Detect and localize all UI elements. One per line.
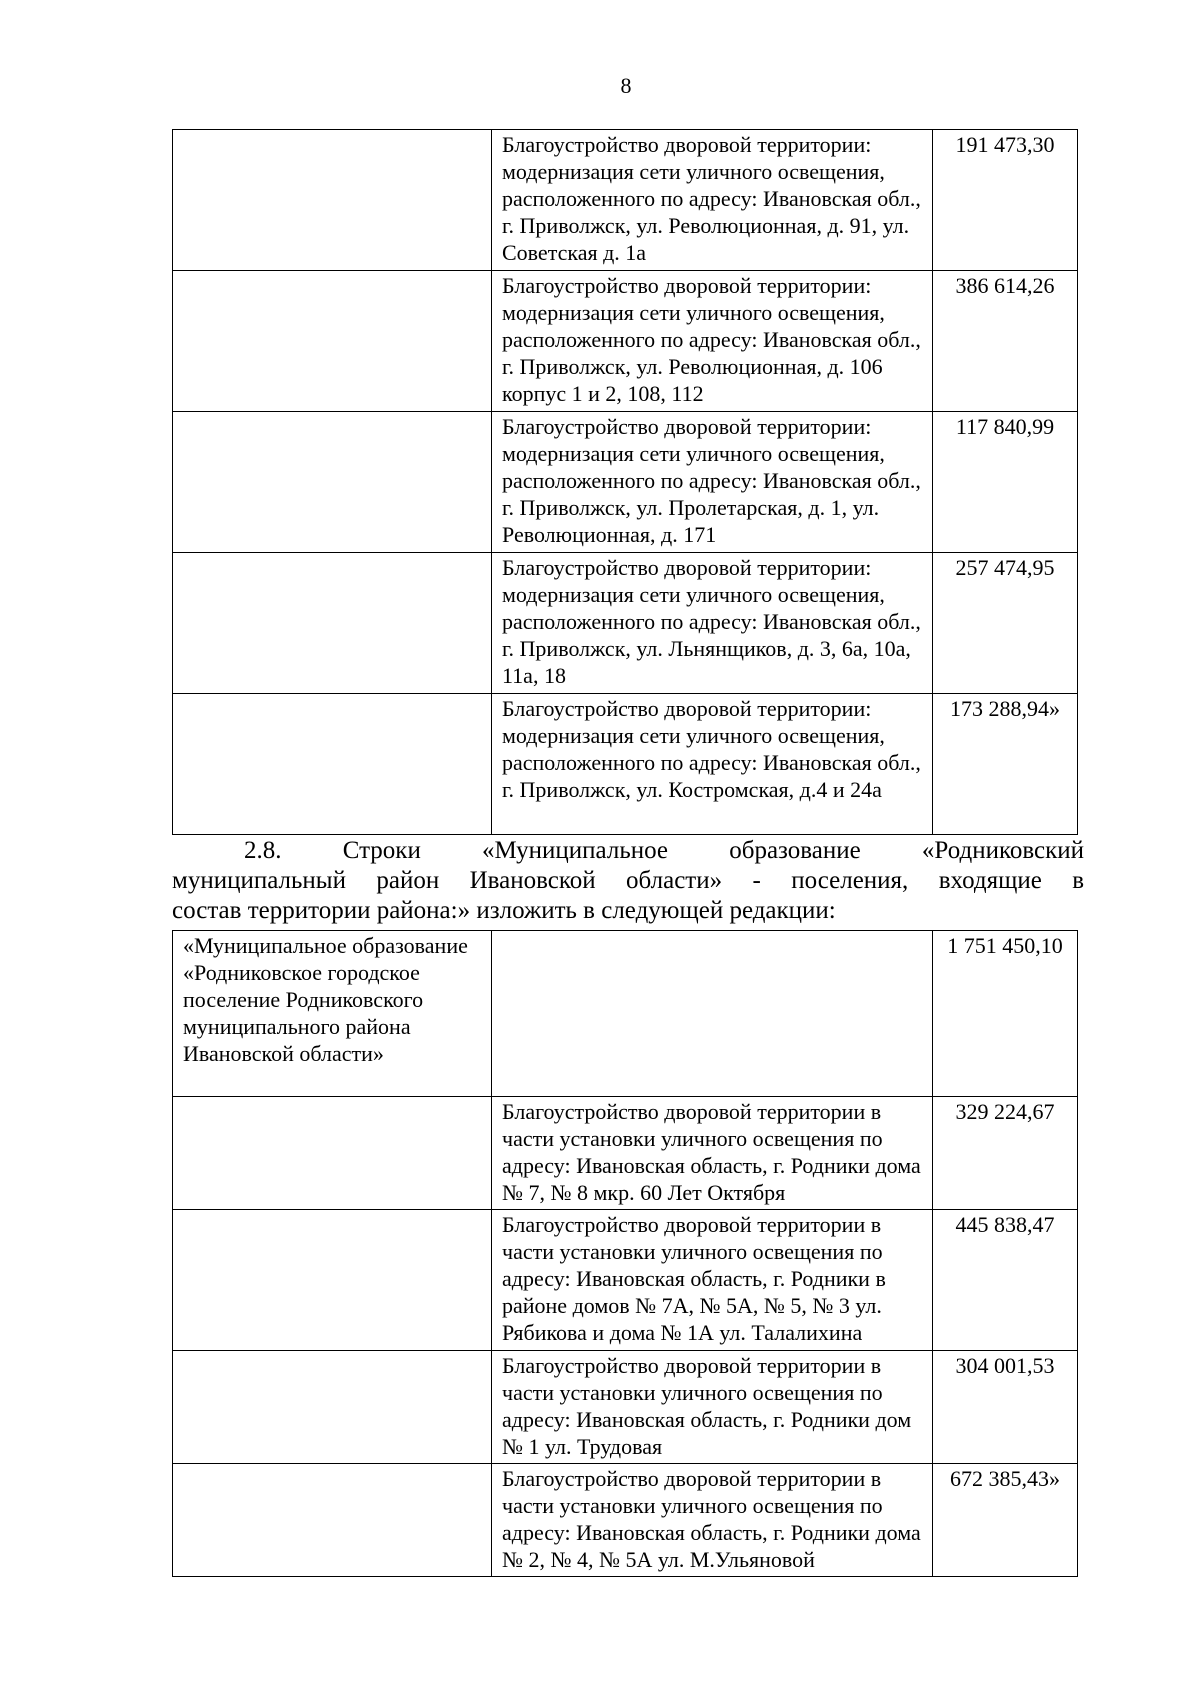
table-cell-description: Благоустройство дворовой территории в части установки уличного освещения по адресу: Ивановская область, г. Родники дома № 2, № 4, № 5А ул. М.Ульяновой xyxy=(492,1464,933,1577)
table-cell-description: Благоустройство дворовой территории: модернизация сети уличного освещения, расположенного по адресу: Ивановская обл., г. Приволжск, ул. Революционная, д. 91, ул. Советская д. 1а xyxy=(492,130,933,271)
table-cell-amount: 257 474,95 xyxy=(933,553,1078,694)
table-row xyxy=(173,1464,1078,1577)
table-cell-municipality xyxy=(173,130,492,271)
table-cell-municipality xyxy=(173,694,492,835)
table-cell-amount: 304 001,53 xyxy=(933,1351,1078,1464)
paragraph-line: 2.8. Строки «Муниципальное образование «Родниковский xyxy=(244,837,1084,864)
table-cell-municipality xyxy=(173,1351,492,1464)
table-cell-description xyxy=(492,931,933,1097)
table-row xyxy=(173,553,1078,694)
table-cell-municipality: «Муниципальное образование «Родниковское городское поселение Родниковского муниципального района Ивановской области» xyxy=(173,931,492,1097)
table-row xyxy=(173,1097,1078,1210)
page-number: 8 xyxy=(620,73,632,98)
table-cell-description: Благоустройство дворовой территории: модернизация сети уличного освещения, расположенного по адресу: Ивановская обл., г. Приволжск, ул. Революционная, д. 106 корпус 1 и 2, 108, 112 xyxy=(492,271,933,412)
table-cell-municipality xyxy=(173,1210,492,1351)
table-cell-amount: 329 224,67 xyxy=(933,1097,1078,1210)
table-cell-description: Благоустройство дворовой территории в части установки уличного освещения по адресу: Ивановская область, г. Родники дом № 1 ул. Трудовая xyxy=(492,1351,933,1464)
table-row xyxy=(173,931,1078,1097)
table-cell-amount: 1 751 450,10 xyxy=(933,931,1078,1097)
table-street-lighting-privolzhsk xyxy=(172,129,1078,835)
table-cell-amount: 386 614,26 xyxy=(933,271,1078,412)
table-row xyxy=(173,694,1078,835)
table-row xyxy=(173,412,1078,553)
paragraph-line: состав территории района:» изложить в следующей редакции: xyxy=(172,897,836,924)
table-cell-amount: 672 385,43» xyxy=(933,1464,1078,1577)
table-cell-municipality xyxy=(173,553,492,694)
table-cell-municipality xyxy=(173,412,492,553)
table-cell-amount: 117 840,99 xyxy=(933,412,1078,553)
table-row xyxy=(173,1351,1078,1464)
table-cell-description: Благоустройство дворовой территории: модернизация сети уличного освещения, расположенного по адресу: Ивановская обл., г. Приволжск, ул. Пролетарская, д. 1, ул. Революционная, д. 171 xyxy=(492,412,933,553)
table-street-lighting-rodniki xyxy=(172,930,1078,1577)
table-row xyxy=(173,1210,1078,1351)
table-cell-amount: 445 838,47 xyxy=(933,1210,1078,1351)
table-cell-municipality xyxy=(173,271,492,412)
table-cell-description: Благоустройство дворовой территории: модернизация сети уличного освещения, расположенного по адресу: Ивановская обл., г. Приволжск, ул. Костромская, д.4 и 24а xyxy=(492,694,933,835)
amendment-paragraph xyxy=(172,836,1084,926)
table-cell-municipality xyxy=(173,1464,492,1577)
table-cell-description: Благоустройство дворовой территории в части установки уличного освещения по адресу: Ивановская область, г. Родники дома № 7, № 8 мкр. 60 Лет Октября xyxy=(492,1097,933,1210)
paragraph-line: муниципальный район Ивановской области» - поселения, входящие в xyxy=(172,867,1084,894)
table-row xyxy=(173,271,1078,412)
table-cell-amount: 191 473,30 xyxy=(933,130,1078,271)
table-cell-description: Благоустройство дворовой территории: модернизация сети уличного освещения, расположенного по адресу: Ивановская обл., г. Приволжск, ул. Льнянщиков, д. 3, 6а, 10а, 11а, 18 xyxy=(492,553,933,694)
table-cell-municipality xyxy=(173,1097,492,1210)
table-cell-amount: 173 288,94» xyxy=(933,694,1078,835)
table-cell-description: Благоустройство дворовой территории в части установки уличного освещения по адресу: Ивановская область, г. Родники в районе домов № 7А, № 5А, № 5, № 3 ул. Рябикова и дома № 1А ул. Талалихина xyxy=(492,1210,933,1351)
table-row xyxy=(173,130,1078,271)
